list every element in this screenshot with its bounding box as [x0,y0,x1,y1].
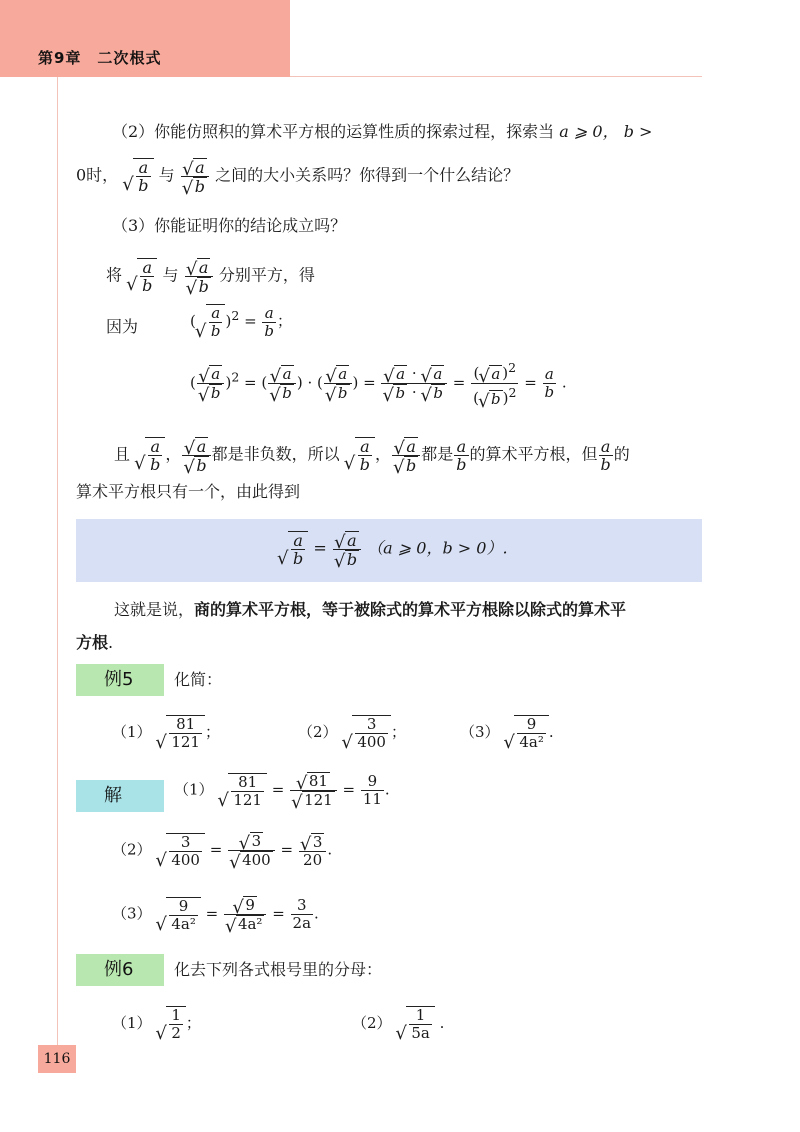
example6-prompt: 化去下列各式根号里的分母： [174,960,383,979]
solution-1: （1） √ $\frac{81}{121}$ = √ 81 √ 121 = $\frac{9}{11}$ . [174,772,390,809]
q3-text: （3）你能证明你的结论成立吗？ [112,216,347,235]
left-margin-rule [57,77,58,1047]
quotient-rule-formula: √ $\frac{a}{b}$ = √ a √ b （a ⩾ 0，b > 0）. [278,530,508,568]
example5-tag: 例5 [76,664,164,696]
conclude-line1: 且 √ $\frac{a}{b}$ ， √ a √ b 都是非负数，所以 √ $\frac{a}{b}$ ， √ a √ b 都是 $\frac{a}{b}$ 的算术平方根，但 $\frac{a}{b}$ 的 [114,436,630,474]
statement-line1: 这就是说，商的算术平方根，等于被除式的算术平方根除以除式的算术平 [114,600,627,619]
q2-line1: （2）你能仿照积的算术平方根的运算性质的探索过程，探索当 a ⩾ 0， b > [112,122,653,141]
because-label: 因为 [106,317,139,336]
ex5-item2: （2） √ $\frac{3}{400}$ ； [298,715,406,751]
square-line: 将 √ $\frac{a}{b}$ 与 √ a √ b 分别平方，得 [106,257,315,295]
statement-line2: 方根. [76,633,114,652]
ex6-item2: （2） √ $\frac{1}{5a}$ . [352,1006,444,1042]
ex5-item1: （1） √ $\frac{81}{121}$ ； [112,715,220,751]
example5-prompt: 化简： [174,670,223,689]
because-equation: ( √ $\frac{a}{b}$ )$^2$ = $\frac{a}{b}$ ； [190,304,292,340]
page-number: 116 [38,1045,76,1073]
ex6-item1: （1） √ $\frac{1}{2}$ ； [112,1006,201,1042]
solution-tag: 解 [76,780,164,812]
conclude-line2: 算术平方根只有一个，由此得到 [76,482,301,501]
header-rule [290,76,702,77]
ex5-item3: （3） √ $\frac{9}{\text{4a²}}$ . [460,715,554,751]
chapter-title: 第9章 二次根式 [38,49,162,67]
square-derivation: ( √ a √ b )$^2$ = ( √ a √ b ) · ( √ a √ b ) = √ a · √ a √ b · √ b = $\frac{(√ a )^2}{(√ b )^2}$ = $\frac{a}{b}$ . [190,359,567,408]
q2-line2: 0时， √ $\frac{a}{b}$ 与 √ a √ b 之间的大小关系吗？你得到一个什么结论？ [76,157,519,195]
solution-3: （3） √ $\frac{9}{\text{4a²}}$ = √ 9 √ 4a² = $\frac{3}{2a}$ . [112,896,319,933]
example6-tag: 例6 [76,954,164,986]
sqrt-a-over-b: √ $\frac{a}{b}$ [123,158,153,194]
sqrt-a-over-sqrt-b: √ a √ b [181,157,209,195]
solution-2: （2） √ $\frac{3}{400}$ = √ 3 √ 400 = √ $\frac{3}{20}$ . [112,832,332,869]
